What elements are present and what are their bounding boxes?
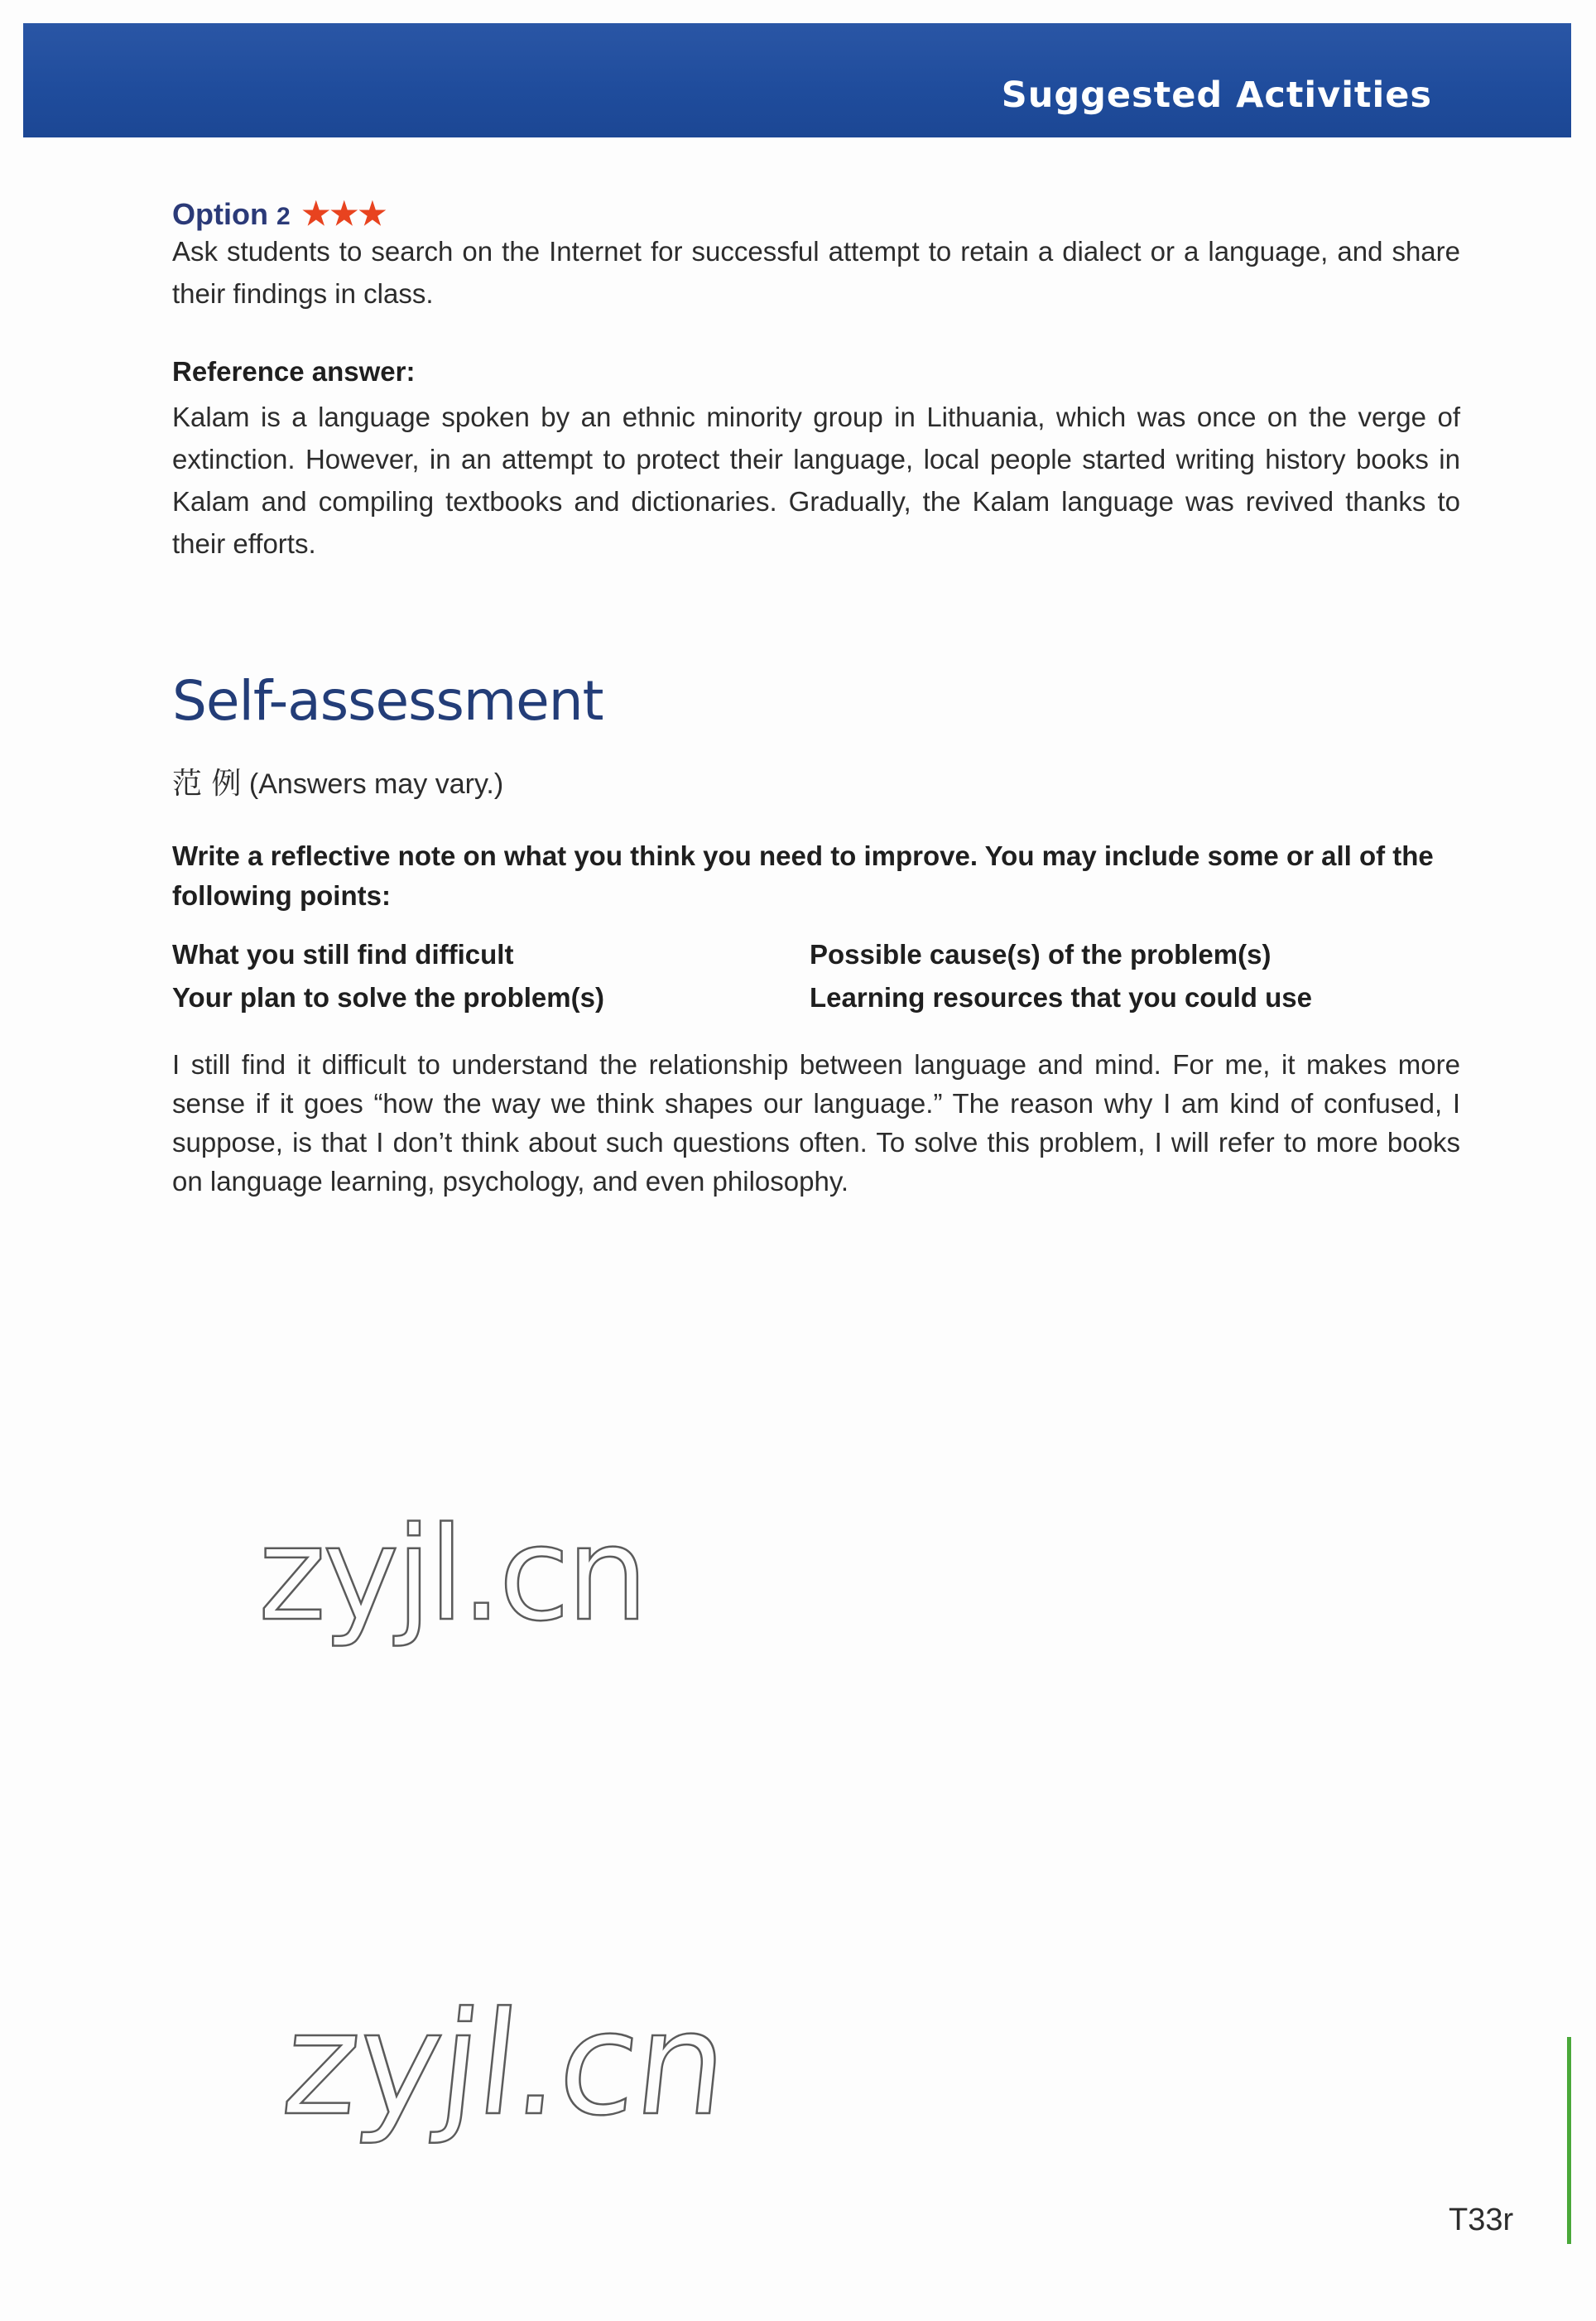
watermark: zyjl.cn [258,1499,646,1649]
point-item: Possible cause(s) of the problem(s) [810,939,1272,970]
point-item: What you still find difficult [172,939,514,970]
option-number: 2 [276,203,291,230]
sample-note: (Answers may vary.) [248,768,504,800]
header-title: Suggested Activities [1001,75,1432,116]
sample-line [172,760,1460,802]
reference-answer-text: Kalam is a language spoken by an ethnic minority group in Lithuania, which was once on the verge of extinction. However, in an attempt to protect their language, local people started writing history books in Kalam and compiling textbooks and dictionaries. Gradually, the Kalam language was revived thanks to their efforts. [172,402,1460,559]
sample-label-zh: 范 例 [172,767,242,801]
points-grid [172,939,1460,1014]
star-rating-icon: ★★★ [301,197,387,232]
watermark: zyjl.cn [276,1981,734,2147]
section-title: Self-assessment [172,669,603,733]
point-item: Learning resources that you could use [810,982,1312,1013]
reference-answer-label: Reference answer: [172,356,416,387]
page-edge-accent [1567,2037,1571,2244]
page-number: T33r [1449,2203,1514,2237]
option-label: Option [172,197,268,231]
reflection-prompt: Write a reflective note on what you think you need to improve. You may include some or all of the following points: [172,840,1434,911]
option-heading [172,195,1460,233]
point-item: Your plan to solve the problem(s) [172,982,604,1013]
option-description: Ask students to search on the Internet for successful attempt to retain a dialect or a language, and share their findings in class. [172,236,1460,309]
sample-answer-text: I still find it difficult to understand the relationship between language and mind. For me, it makes more sense if it goes “how the way we think shapes our language.” The reason why I am kind of confused, I suppose, is that I don’t think about such questions often. To solve this problem, I will refer to more books on language learning, psychology, and even philosophy. [172,1049,1460,1197]
